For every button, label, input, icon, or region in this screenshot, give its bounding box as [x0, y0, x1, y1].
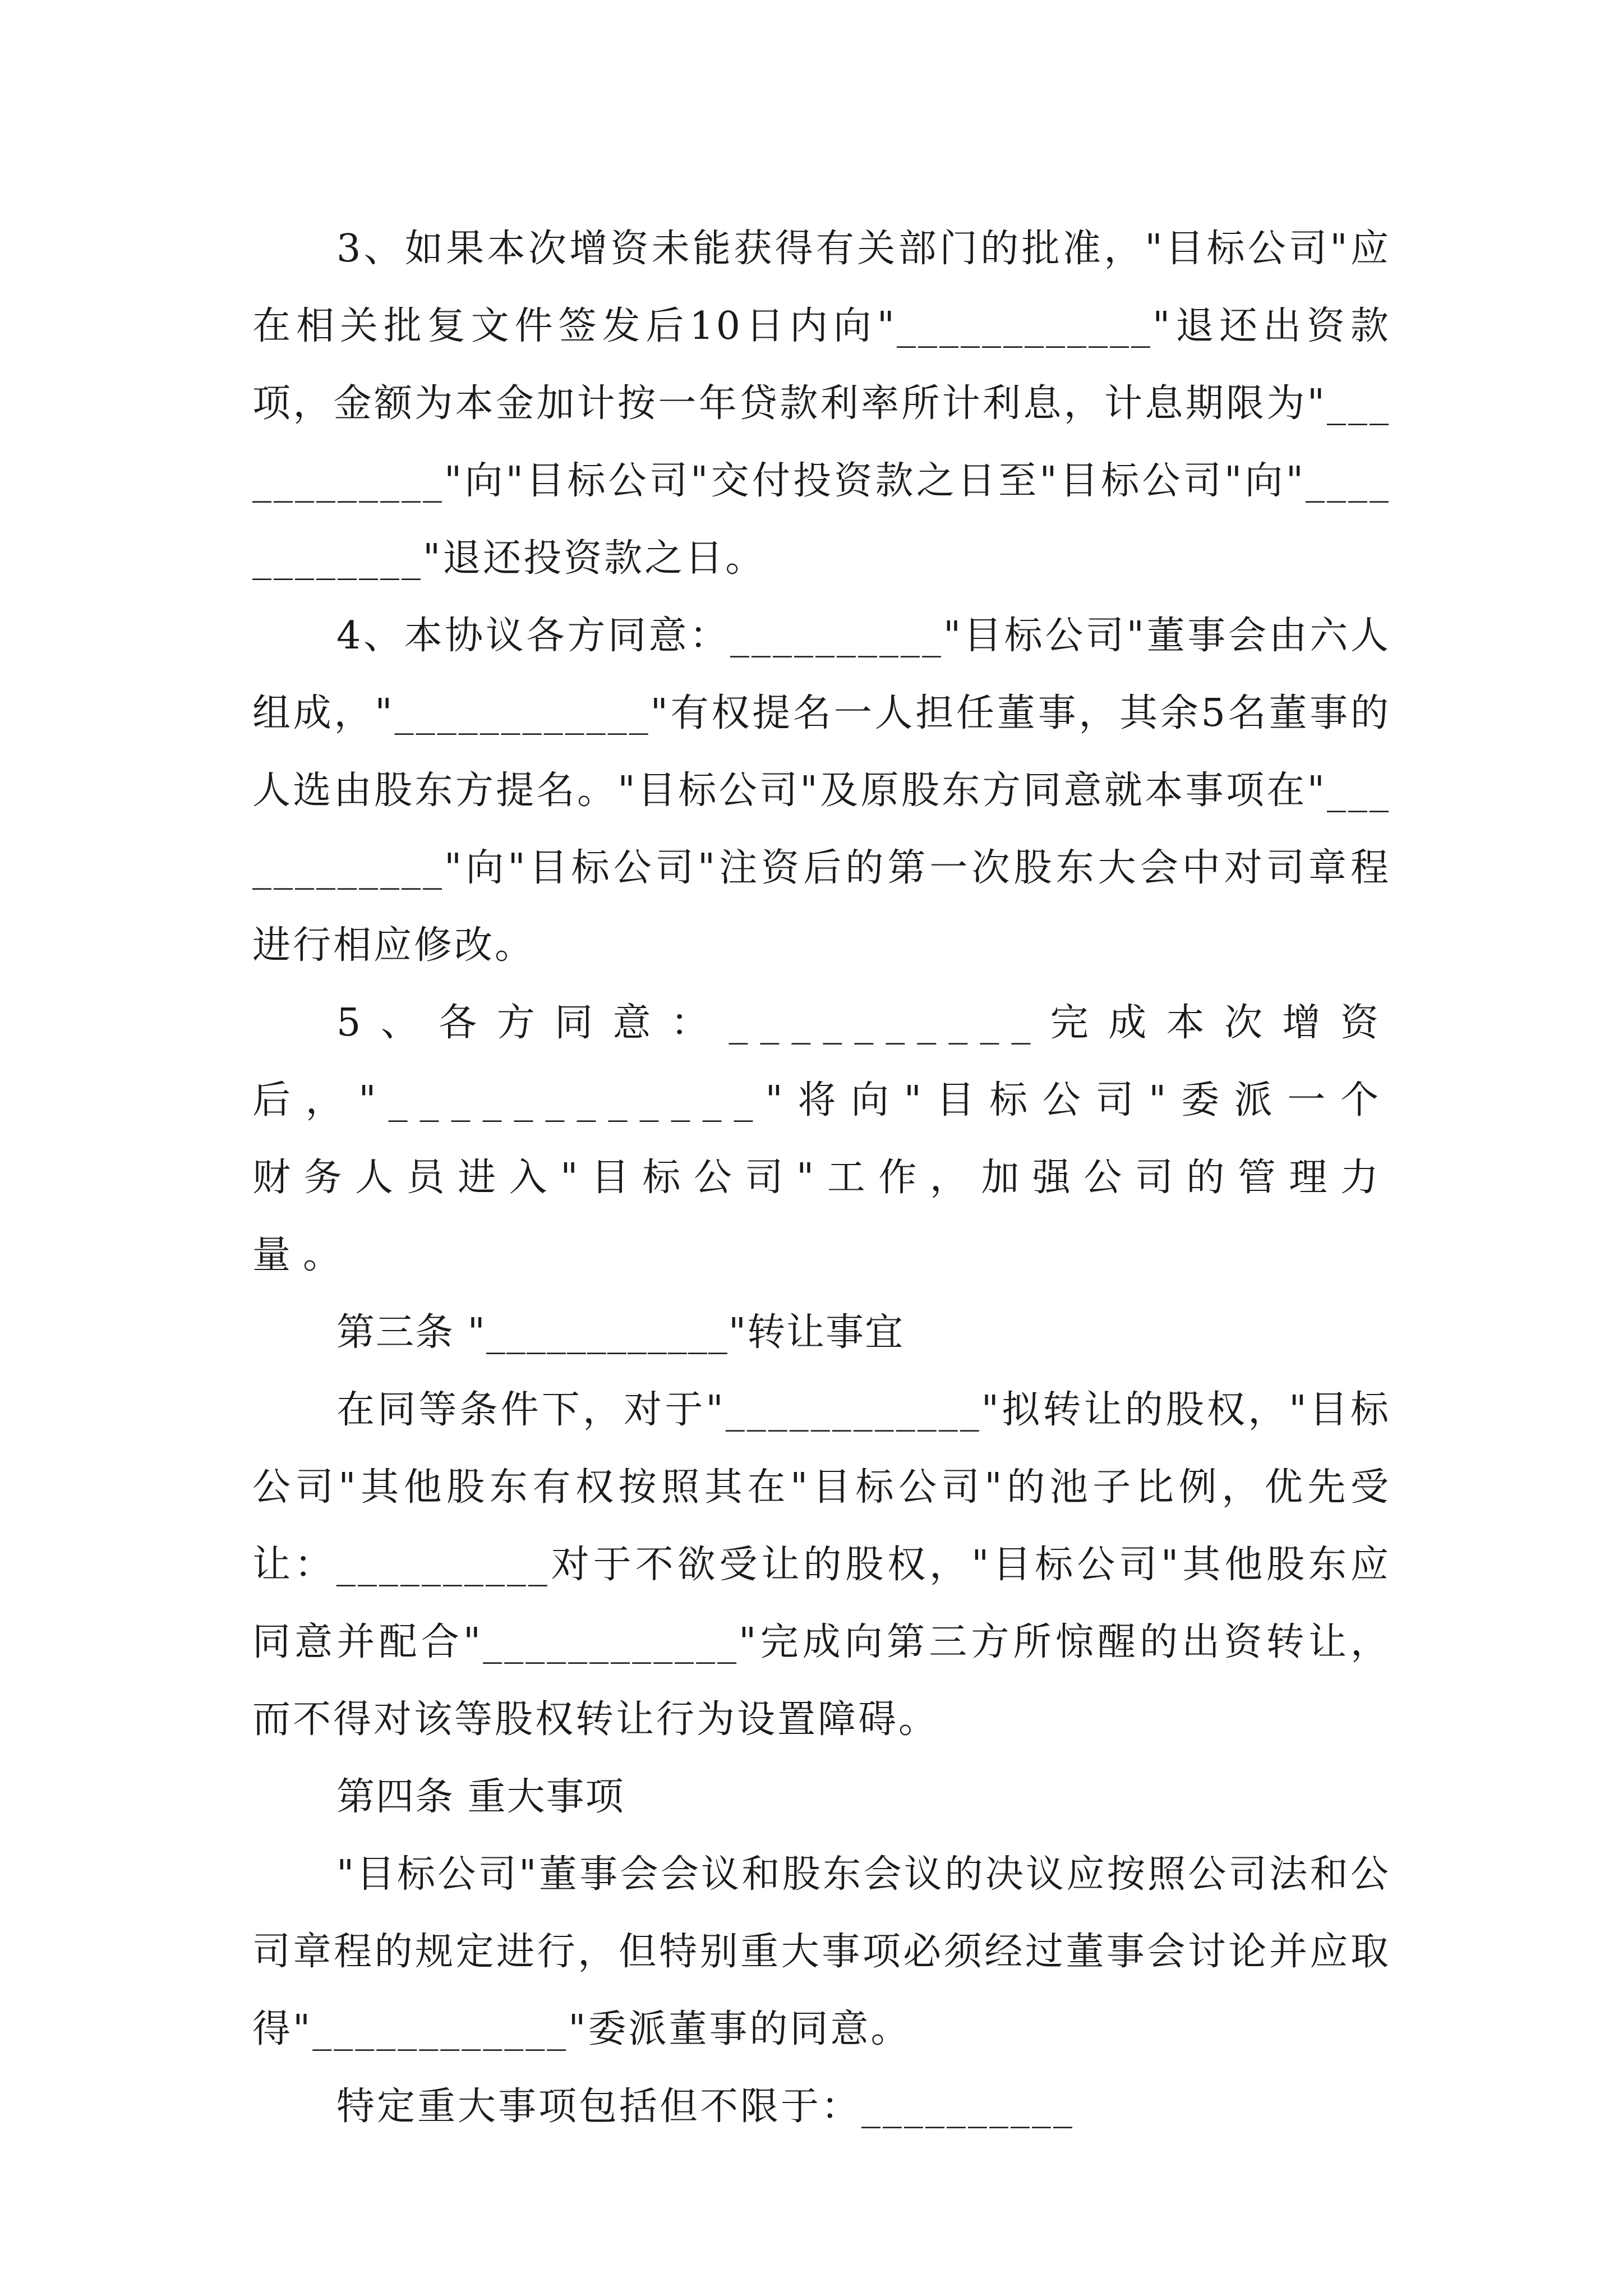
- document-body: [252, 210, 1391, 2146]
- clause-4-paragraph: 4、本协议各方同意：__________"目标公司"董事会由六人组成，"____________"有权提名一人担任董事，其余5名董事的人选由股东方提名。"目标公司"及原股东方同意就本事项在"____________"向"目标公司"注资后的第一次股东大会中对司章程进行相应修改。: [252, 614, 1391, 968]
- article-3-paragraph: 在同等条件下，对于"____________"拟转让的股权，"目标公司"其他股东有权按照其在"目标公司"的池子比例，优先受让：__________对于不欲受让的股权，"目标公司"其他股东应同意并配合"____________"完成向第三方所惊醒的出资转让，而不得对该等股权转让行为设置障碍。: [252, 1388, 1391, 1742]
- clause-3-paragraph: 3、如果本次增资未能获得有关部门的批准，"目标公司"应在相关批复文件签发后10日内向"____________"退还出资款项，金额为本金加计按一年贷款利率所计利息，计息期限为"____________"向"目标公司"交付投资款之日至"目标公司"向"____________"退还投资款之日。: [252, 227, 1391, 581]
- article-3-heading: 第三条 "____________"转让事宜: [336, 1310, 905, 1355]
- article-4-heading: 第四条 重大事项: [336, 1775, 625, 1819]
- clause-5-paragraph: 5、各方同意：__________完成本次增资后，"____________"将向"目标公司"委派一个财务人员进入"目标公司"工作，加强公司的管理力量。: [252, 1001, 1391, 1277]
- article-4-paragraph: "目标公司"董事会会议和股东会议的决议应按照公司法和公司章程的规定进行，但特别重大事项必须经过董事会讨论并应取得"____________"委派董事的同意。: [252, 1852, 1391, 2051]
- major-matters-paragraph: 特定重大事项包括但不限于：__________: [336, 2085, 1075, 2129]
